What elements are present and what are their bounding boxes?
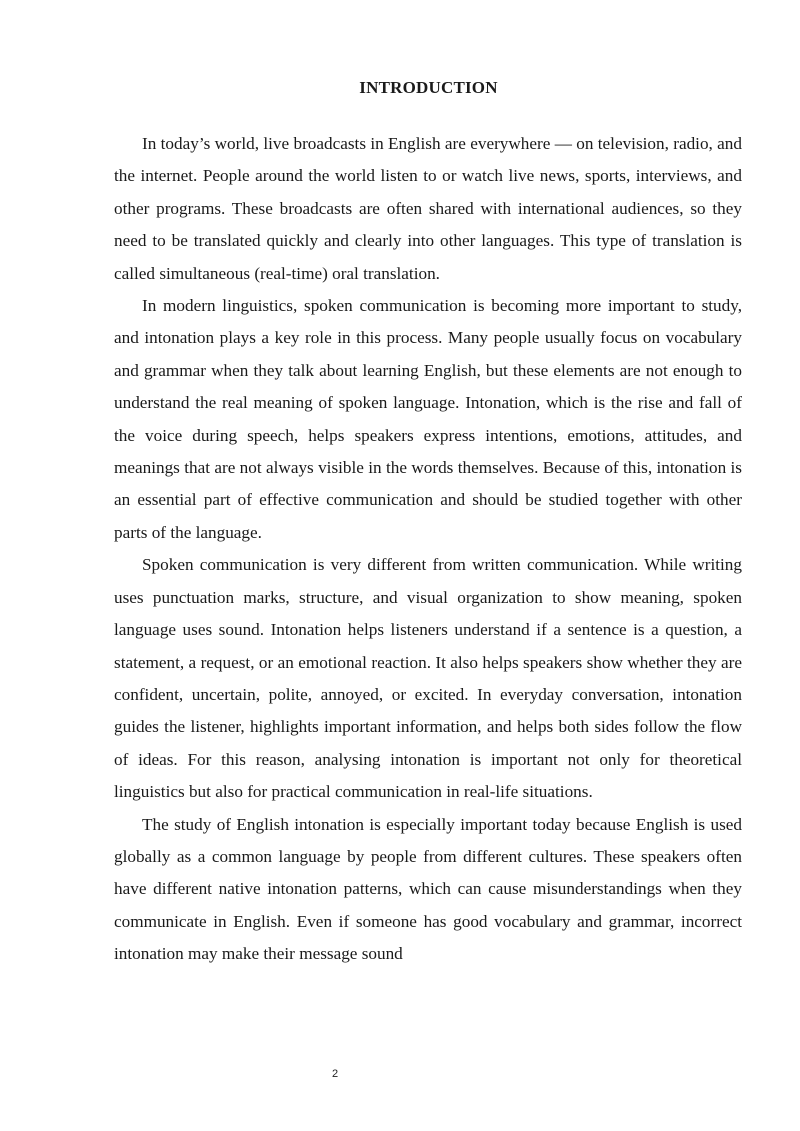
- body-text: [114, 128, 742, 971]
- paragraph-4: The study of English intonation is especially important today because English is used globally as a common language by people from different cultures. These speakers often have different native intonation patterns, which can cause misunderstandings when they communicate in English. Even if someone has good vocabulary and grammar, incorrect intonation may make their message sound: [114, 814, 742, 964]
- paragraph-3: Spoken communication is very different from written communication. While writing uses punctuation marks, structure, and visual organization to show meaning, spoken language uses sound. Intonation helps listeners understand if a sentence is a question, a statement, a request, or an emotional reaction. It also helps speakers show whether they are confident, uncertain, polite, annoyed, or excited. In everyday conversation, intonation guides the listener, highlights important information, and helps both sides follow the flow of ideas. For this reason, analysing intonation is important not only for theoretical linguistics but also for practical communication in real-life situations.: [114, 555, 742, 802]
- page-number: 2: [331, 1068, 339, 1080]
- paragraph-2: In modern linguistics, spoken communication is becoming more important to study, and intonation plays a key role in this process. Many people usually focus on vocabulary and grammar when they talk about learning English, but these elements are not enough to understand the real meaning of spoken language. Intonation, which is the rise and fall of the voice during speech, helps speakers express intentions, emotions, attitudes, and meanings that are not always visible in the words themselves. Because of this, intonation is an essential part of effective communication and should be studied together with other parts of the language.: [114, 296, 742, 542]
- paragraph-1: In today’s world, live broadcasts in English are everywhere — on television, radio, and the internet. People around the world listen to or watch live news, sports, interviews, and other programs. These broadcasts are often shared with international audiences, so they need to be translated quickly and clearly into other languages. This type of translation is called simultaneous (real-time) oral translation.: [114, 134, 742, 283]
- page-title: INTRODUCTION: [359, 78, 498, 97]
